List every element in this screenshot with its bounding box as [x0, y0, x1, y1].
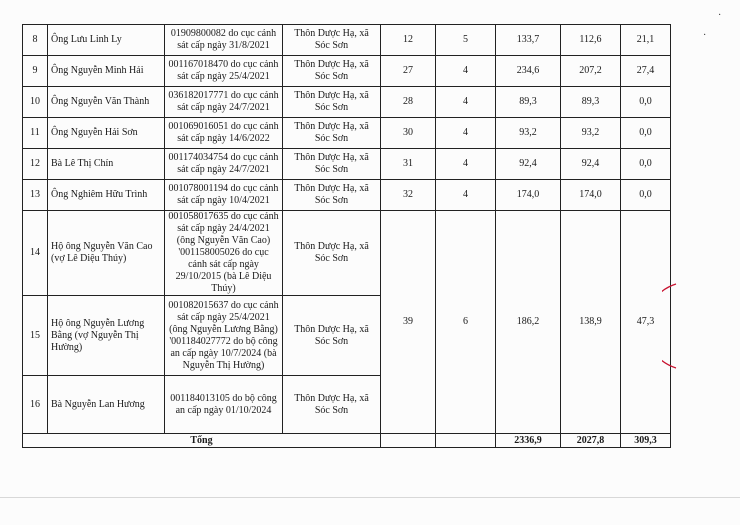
id-card-info: 01909800082 do cục cảnh sát cấp ngày 31/8/2021 [165, 25, 283, 56]
dot-mark: · [703, 30, 707, 41]
row-number: 8 [23, 25, 48, 56]
difference-value: 47,3 [621, 211, 671, 434]
total-sheet-empty [436, 434, 496, 448]
agreed-area-value: 112,6 [561, 25, 621, 56]
area-value: 89,3 [496, 87, 561, 118]
address: Thôn Dược Hạ, xã Sóc Sơn [283, 180, 381, 211]
table-row [23, 149, 671, 180]
total-area: 2336,9 [496, 434, 561, 448]
id-card-info: 001167018470 do cục cảnh sát cấp ngày 25/4/2021 [165, 56, 283, 87]
agreed-area-value: 92,4 [561, 149, 621, 180]
stamp-ring [662, 284, 676, 368]
area-value: 234,6 [496, 56, 561, 87]
id-card-info: 001174034754 do cục cảnh sát cấp ngày 24/7/2021 [165, 149, 283, 180]
address: Thôn Dược Hạ, xã Sóc Sơn [283, 87, 381, 118]
id-card-info: 001069016051 do cục cảnh sát cấp ngày 14/6/2022 [165, 118, 283, 149]
id-card-info: 001058017635 do cục cảnh sát cấp ngày 24/4/2021 (ông Nguyễn Văn Cao) '001158005026 do cục cảnh sát cấp ngày 29/10/2015 (bà Lê Diệu Thúy) [165, 211, 283, 296]
owner-name: Ông Nguyễn Văn Thành [48, 87, 165, 118]
difference-value: 0,0 [621, 180, 671, 211]
area-value: 93,2 [496, 118, 561, 149]
plot-number: 31 [381, 149, 436, 180]
address: Thôn Dược Hạ, xã Sóc Sơn [283, 118, 381, 149]
address: Thôn Dược Hạ, xã Sóc Sơn [283, 211, 381, 296]
row-number: 11 [23, 118, 48, 149]
owner-name: Ông Nguyễn Hải Sơn [48, 118, 165, 149]
address: Thôn Dược Hạ, xã Sóc Sơn [283, 296, 381, 376]
plot-number: 27 [381, 56, 436, 87]
difference-value: 0,0 [621, 149, 671, 180]
row-number: 15 [23, 296, 48, 376]
owner-name: Hộ ông Nguyễn Văn Cao (vợ Lê Diệu Thúy) [48, 211, 165, 296]
address: Thôn Dược Hạ, xã Sóc Sơn [283, 25, 381, 56]
table-row [23, 56, 671, 87]
area-value: 186,2 [496, 211, 561, 434]
plot-number: 30 [381, 118, 436, 149]
total-row [23, 434, 671, 448]
difference-value: 0,0 [621, 87, 671, 118]
area-value: 133,7 [496, 25, 561, 56]
dot-mark: · [718, 10, 722, 21]
agreed-area-value: 89,3 [561, 87, 621, 118]
map-sheet: 4 [436, 56, 496, 87]
owner-name: Ông Lưu Linh Ly [48, 25, 165, 56]
owner-name: Bà Lê Thị Chín [48, 149, 165, 180]
table-row [23, 118, 671, 149]
id-card-info: 001078001194 do cục cảnh sát cấp ngày 10/4/2021 [165, 180, 283, 211]
total-plot-empty [381, 434, 436, 448]
owner-name: Ông Nghiêm Hữu Trình [48, 180, 165, 211]
owner-name: Hộ ông Nguyễn Lương Bằng (vợ Nguyễn Thị Hường) [48, 296, 165, 376]
agreed-area-value: 174,0 [561, 180, 621, 211]
total-label: Tổng [23, 434, 381, 448]
agreed-area-value: 207,2 [561, 56, 621, 87]
table-row [23, 25, 671, 56]
table-row [23, 180, 671, 211]
row-number: 10 [23, 87, 48, 118]
total-agreed-area: 2027,8 [561, 434, 621, 448]
row-number: 14 [23, 211, 48, 296]
plot-number: 12 [381, 25, 436, 56]
row-number: 9 [23, 56, 48, 87]
agreed-area-value: 93,2 [561, 118, 621, 149]
red-seal-stamp [662, 282, 728, 370]
total-difference: 309,3 [621, 434, 671, 448]
plot-number: 28 [381, 87, 436, 118]
area-value: 92,4 [496, 149, 561, 180]
map-sheet: 4 [436, 149, 496, 180]
map-sheet: 5 [436, 25, 496, 56]
id-card-info: 001082015637 do cục cảnh sát cấp ngày 25/4/2021 (ông Nguyễn Lương Bằng) '001184027772 do bộ công an cấp ngày 10/7/2024 (bà Nguyễn Thị Hường) [165, 296, 283, 376]
address: Thôn Dược Hạ, xã Sóc Sơn [283, 376, 381, 434]
row-number: 16 [23, 376, 48, 434]
table-row [23, 87, 671, 118]
area-value: 174,0 [496, 180, 561, 211]
map-sheet: 4 [436, 87, 496, 118]
owner-name: Ông Nguyễn Minh Hải [48, 56, 165, 87]
address: Thôn Dược Hạ, xã Sóc Sơn [283, 149, 381, 180]
page-bottom-rule [0, 497, 740, 498]
id-card-info: 036182017771 do cục cảnh sát cấp ngày 24/7/2021 [165, 87, 283, 118]
agreed-area-value: 138,9 [561, 211, 621, 434]
address: Thôn Dược Hạ, xã Sóc Sơn [283, 56, 381, 87]
row-number: 12 [23, 149, 48, 180]
land-table [22, 24, 671, 448]
owner-name: Bà Nguyễn Lan Hương [48, 376, 165, 434]
table-row [23, 211, 671, 296]
difference-value: 21,1 [621, 25, 671, 56]
plot-number: 32 [381, 180, 436, 211]
difference-value: 0,0 [621, 118, 671, 149]
plot-number: 39 [381, 211, 436, 434]
map-sheet: 4 [436, 118, 496, 149]
difference-value: 27,4 [621, 56, 671, 87]
map-sheet: 6 [436, 211, 496, 434]
row-number: 13 [23, 180, 48, 211]
map-sheet: 4 [436, 180, 496, 211]
id-card-info: 001184013105 do bộ công an cấp ngày 01/10/2024 [165, 376, 283, 434]
